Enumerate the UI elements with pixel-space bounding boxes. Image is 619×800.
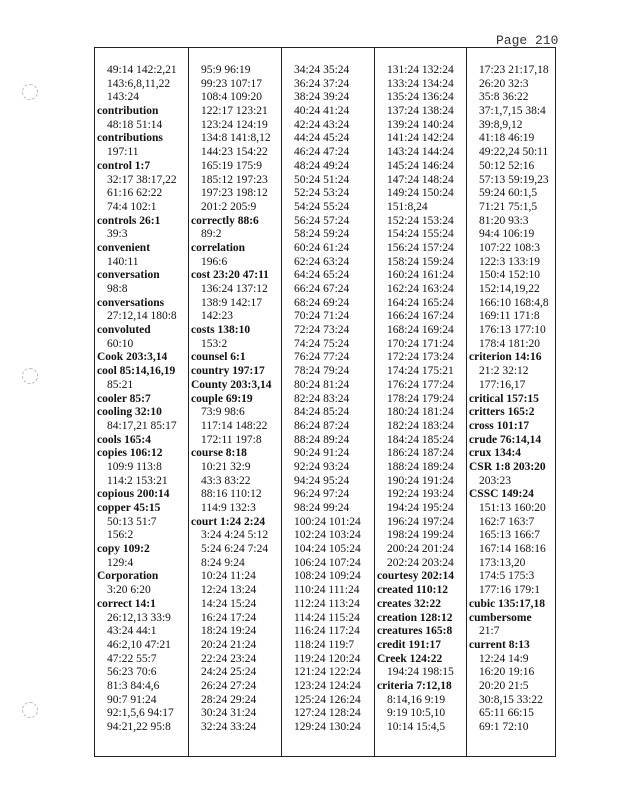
index-reference: 17:23 21:17,18 bbox=[479, 64, 549, 76]
index-reference: 185:12 197:23 bbox=[201, 173, 268, 186]
index-reference: 80:24 81:24 bbox=[294, 378, 350, 391]
index-column-1 bbox=[95, 48, 188, 756]
index-reference: 165:19 175:9 bbox=[201, 159, 263, 172]
index-term: creation 128:12 bbox=[377, 611, 453, 624]
index-reference: 40:24 41:24 bbox=[294, 105, 350, 118]
index-reference: 47:22 55:7 bbox=[107, 652, 157, 665]
index-reference: 69:1 72:10 bbox=[479, 721, 529, 733]
index-reference: 129:4 bbox=[107, 556, 134, 569]
index-term: costs 138:10 bbox=[191, 324, 251, 337]
index-term: CSR 1:8 203:20 bbox=[469, 460, 546, 473]
index-reference: 138:9 142:17 bbox=[201, 296, 263, 309]
index-reference: 106:24 107:24 bbox=[294, 556, 361, 569]
index-reference: 154:24 155:24 bbox=[387, 228, 454, 241]
index-reference: 61:16 62:22 bbox=[107, 187, 163, 200]
index-reference: 57:13 59:19,23 bbox=[479, 173, 549, 186]
index-reference: 172:24 173:24 bbox=[387, 351, 454, 364]
index-reference: 139:24 140:24 bbox=[387, 118, 454, 131]
index-reference: 160:24 161:24 bbox=[387, 269, 454, 282]
index-reference: 39:8,9,12 bbox=[479, 118, 523, 131]
index-reference: 176:24 177:24 bbox=[387, 378, 454, 391]
index-reference: 8:14,16 9:19 bbox=[387, 693, 446, 706]
index-reference: 135:24 136:24 bbox=[387, 91, 454, 104]
index-reference: 74:4 102:1 bbox=[107, 200, 157, 213]
index-reference: 26:24 27:24 bbox=[201, 679, 257, 692]
index-reference: 50:13 51:7 bbox=[107, 515, 157, 528]
index-reference: 177:16 179:1 bbox=[479, 584, 541, 597]
index-reference: 170:24 171:24 bbox=[387, 337, 454, 350]
index-reference: 114:24 115:24 bbox=[294, 611, 360, 624]
index-reference: 59:24 60:1,5 bbox=[479, 187, 538, 200]
index-reference: 64:24 65:24 bbox=[294, 269, 350, 282]
index-reference: 21:2 32:12 bbox=[479, 365, 529, 378]
index-reference: 136:24 137:12 bbox=[201, 283, 268, 295]
index-reference: 48:24 49:24 bbox=[294, 159, 350, 172]
index-reference: 71:21 75:1,5 bbox=[479, 200, 538, 213]
index-reference: 118:24 119:7 bbox=[294, 638, 355, 651]
index-reference: 166:10 168:4,8 bbox=[479, 296, 549, 309]
index-reference: 73:9 98:6 bbox=[201, 406, 245, 419]
index-term: correlation bbox=[191, 241, 246, 254]
index-reference: 151:8,24 bbox=[387, 200, 428, 213]
index-reference: 169:11 171:8 bbox=[479, 310, 540, 323]
index-reference: 94:24 95:24 bbox=[294, 474, 350, 487]
index-reference: 156:2 bbox=[107, 529, 134, 542]
page-number: Page 210 bbox=[496, 33, 559, 48]
index-reference: 173:13,20 bbox=[479, 556, 526, 569]
index-reference: 76:24 77:24 bbox=[294, 351, 350, 364]
index-reference: 165:13 166:7 bbox=[479, 529, 541, 542]
index-reference: 190:24 191:24 bbox=[387, 474, 454, 487]
index-reference: 108:24 109:24 bbox=[294, 570, 361, 583]
index-reference: 134:8 141:8,12 bbox=[201, 132, 271, 145]
index-reference: 81:3 84:4,6 bbox=[107, 679, 160, 692]
index-reference: 37:1,7,15 38:4 bbox=[479, 105, 546, 118]
index-reference: 92:24 93:24 bbox=[294, 460, 350, 473]
index-reference: 186:24 187:24 bbox=[387, 447, 454, 460]
index-term: cubic 135:17,18 bbox=[469, 597, 546, 610]
index-reference: 197:11 bbox=[107, 146, 139, 159]
index-reference: 168:24 169:24 bbox=[387, 324, 454, 337]
index-reference: 133:24 134:24 bbox=[387, 77, 454, 90]
index-reference: 43:3 83:22 bbox=[201, 474, 251, 487]
index-reference: 10:14 15:4,5 bbox=[387, 721, 446, 733]
index-term: correctly 88:6 bbox=[191, 214, 259, 227]
index-reference: 72:24 73:24 bbox=[294, 324, 350, 337]
index-reference: 114:9 132:3 bbox=[201, 502, 256, 514]
index-term: critical 157:15 bbox=[469, 392, 539, 405]
index-reference: 141:24 142:24 bbox=[387, 132, 454, 145]
index-reference: 30:24 31:24 bbox=[201, 707, 257, 720]
index-reference: 164:24 165:24 bbox=[387, 296, 454, 309]
index-reference: 92:1,5,6 94:17 bbox=[107, 707, 174, 720]
index-term: cross 101:17 bbox=[469, 419, 530, 432]
index-reference: 14:24 15:24 bbox=[201, 597, 257, 610]
index-reference: 43:24 44:1 bbox=[107, 625, 157, 638]
index-term: criteria 7:12,18 bbox=[377, 679, 452, 692]
index-term: Creek 124:22 bbox=[377, 652, 443, 665]
index-column-2 bbox=[188, 48, 281, 756]
index-term: cumbersome bbox=[469, 611, 532, 624]
index-reference: 152:24 153:24 bbox=[387, 214, 454, 227]
index-reference: 131:24 132:24 bbox=[387, 64, 454, 76]
index-reference: 26:20 32:3 bbox=[479, 77, 529, 90]
index-term: conversation bbox=[97, 269, 160, 282]
index-reference: 98:24 99:24 bbox=[294, 502, 350, 514]
index-reference: 144:23 154:22 bbox=[201, 146, 268, 159]
index-reference: 123:24 124:19 bbox=[201, 118, 268, 131]
index-reference: 140:11 bbox=[107, 255, 139, 268]
index-reference: 21:7 bbox=[479, 625, 500, 638]
index-reference: 26:12,13 33:9 bbox=[107, 611, 171, 624]
index-reference: 34:24 35:24 bbox=[294, 64, 350, 76]
index-reference: 56:24 57:24 bbox=[294, 214, 350, 227]
index-reference: 178:4 181:20 bbox=[479, 337, 541, 350]
index-reference: 62:24 63:24 bbox=[294, 255, 350, 268]
index-term: couple 69:19 bbox=[191, 392, 253, 405]
index-reference: 35:8 36:22 bbox=[479, 91, 529, 104]
index-reference: 125:24 126:24 bbox=[294, 693, 361, 706]
index-reference: 123:24 124:24 bbox=[294, 679, 361, 692]
index-reference: 52:24 53:24 bbox=[294, 187, 350, 200]
index-reference: 116:24 117:24 bbox=[294, 625, 360, 638]
index-term: cooler 85:7 bbox=[97, 392, 151, 405]
index-reference: 10:21 32:9 bbox=[201, 460, 251, 473]
index-reference: 167:14 168:16 bbox=[479, 543, 546, 556]
index-reference: 147:24 148:24 bbox=[387, 173, 454, 186]
index-reference: 66:24 67:24 bbox=[294, 283, 350, 295]
index-reference: 196:24 197:24 bbox=[387, 515, 454, 528]
index-reference: 24:24 25:24 bbox=[201, 666, 257, 679]
index-reference: 32:17 38:17,22 bbox=[107, 173, 177, 186]
index-reference: 156:24 157:24 bbox=[387, 241, 454, 254]
index-reference: 117:14 148:22 bbox=[201, 419, 268, 432]
index-reference: 42:24 43:24 bbox=[294, 118, 350, 131]
index-column-5 bbox=[466, 48, 557, 756]
index-reference: 89:2 bbox=[201, 228, 222, 241]
index-reference: 176:13 177:10 bbox=[479, 324, 546, 337]
index-reference: 180:24 181:24 bbox=[387, 406, 454, 419]
index-reference: 182:24 183:24 bbox=[387, 419, 454, 432]
index-term: creates 32:22 bbox=[377, 597, 441, 610]
index-reference: 3:24 4:24 5:12 bbox=[201, 529, 269, 542]
index-reference: 158:24 159:24 bbox=[387, 255, 454, 268]
index-term: court 1:24 2:24 bbox=[191, 515, 266, 528]
index-reference: 50:12 52:16 bbox=[479, 159, 535, 172]
index-reference: 94:21,22 95:8 bbox=[107, 721, 171, 733]
index-reference: 12:24 14:9 bbox=[479, 652, 529, 665]
index-reference: 174:5 175:3 bbox=[479, 570, 535, 583]
index-reference: 84:24 85:24 bbox=[294, 406, 350, 419]
index-reference: 50:24 51:24 bbox=[294, 173, 350, 186]
index-term: copper 45:15 bbox=[97, 502, 161, 514]
index-term: County 203:3,14 bbox=[191, 378, 272, 391]
index-reference: 5:24 6:24 7:24 bbox=[201, 543, 269, 556]
index-term: cost 23:20 47:11 bbox=[191, 269, 269, 282]
index-reference: 39:3 bbox=[107, 228, 128, 241]
index-reference: 8:24 9:24 bbox=[201, 556, 245, 569]
index-reference: 127:24 128:24 bbox=[294, 707, 361, 720]
index-reference: 82:24 83:24 bbox=[294, 392, 350, 405]
index-reference: 9:19 10:5,10 bbox=[387, 707, 446, 720]
index-reference: 194:24 195:24 bbox=[387, 502, 454, 514]
index-term: country 197:17 bbox=[191, 365, 265, 378]
index-reference: 122:17 123:21 bbox=[201, 105, 268, 118]
index-reference: 166:24 167:24 bbox=[387, 310, 454, 323]
index-reference: 16:20 19:16 bbox=[479, 666, 535, 679]
index-term: credit 191:17 bbox=[377, 638, 441, 651]
index-reference: 108:4 109:20 bbox=[201, 91, 263, 104]
index-reference: 102:24 103:24 bbox=[294, 529, 361, 542]
index-reference: 188:24 189:24 bbox=[387, 460, 454, 473]
index-reference: 36:24 37:24 bbox=[294, 77, 350, 90]
index-term: copies 106:12 bbox=[97, 447, 163, 460]
index-reference: 162:7 163:7 bbox=[479, 515, 535, 528]
index-reference: 172:11 197:8 bbox=[201, 433, 262, 446]
index-reference: 142:23 bbox=[201, 310, 233, 323]
index-term: creatures 165:8 bbox=[377, 625, 453, 638]
index-term: crude 76:14,14 bbox=[469, 433, 542, 446]
binder-hole bbox=[22, 368, 38, 384]
index-reference: 184:24 185:24 bbox=[387, 433, 454, 446]
index-reference: 100:24 101:24 bbox=[294, 515, 361, 528]
index-term: counsel 6:1 bbox=[191, 351, 246, 364]
index-reference: 46:24 47:24 bbox=[294, 146, 350, 159]
index-term: contribution bbox=[97, 105, 159, 118]
index-reference: 22:24 23:24 bbox=[201, 652, 257, 665]
index-reference: 49:14 142:2,21 bbox=[107, 64, 177, 76]
index-reference: 41:18 46:19 bbox=[479, 132, 535, 145]
index-reference: 3:20 6:20 bbox=[107, 584, 151, 597]
index-reference: 121:24 122:24 bbox=[294, 666, 361, 679]
index-reference: 197:23 198:12 bbox=[201, 187, 268, 200]
index-term: Cook 203:3,14 bbox=[97, 351, 168, 364]
index-reference: 151:13 160:20 bbox=[479, 502, 546, 514]
index-reference: 174:24 175:21 bbox=[387, 365, 454, 378]
index-column-4 bbox=[374, 48, 466, 756]
index-reference: 56:23 70:6 bbox=[107, 666, 157, 679]
index-reference: 177:16,17 bbox=[479, 378, 526, 391]
index-term: crux 134:4 bbox=[469, 447, 522, 460]
index-reference: 202:24 203:24 bbox=[387, 556, 454, 569]
index-term: copy 109:2 bbox=[97, 543, 150, 556]
index-term: CSSC 149:24 bbox=[469, 488, 534, 501]
index-reference: 110:24 111:24 bbox=[294, 584, 360, 597]
index-reference: 94:4 106:19 bbox=[479, 228, 535, 241]
index-reference: 107:22 108:3 bbox=[479, 241, 541, 254]
index-term: criterion 14:16 bbox=[469, 351, 542, 364]
index-reference: 114:2 153:21 bbox=[107, 474, 168, 487]
index-reference: 74:24 75:24 bbox=[294, 337, 350, 350]
index-table bbox=[94, 47, 556, 757]
index-term: course 8:18 bbox=[191, 447, 247, 460]
index-reference: 150:4 152:10 bbox=[479, 269, 541, 282]
index-term: control 1:7 bbox=[97, 159, 151, 172]
index-reference: 119:24 120:24 bbox=[294, 652, 361, 665]
binder-hole bbox=[22, 702, 38, 718]
index-reference: 84:17,21 85:17 bbox=[107, 419, 177, 432]
index-term: copious 200:14 bbox=[97, 488, 170, 501]
index-term: cools 165:4 bbox=[97, 433, 151, 446]
index-reference: 85:21 bbox=[107, 378, 134, 391]
index-reference: 81:20 93:3 bbox=[479, 214, 529, 227]
index-reference: 12:24 13:24 bbox=[201, 584, 257, 597]
index-reference: 32:24 33:24 bbox=[201, 721, 257, 733]
index-reference: 46:2,10 47:21 bbox=[107, 638, 171, 651]
index-reference: 68:24 69:24 bbox=[294, 296, 350, 309]
index-reference: 16:24 17:24 bbox=[201, 611, 257, 624]
index-reference: 96:24 97:24 bbox=[294, 488, 350, 501]
index-reference: 143:24 144:24 bbox=[387, 146, 454, 159]
index-column-3 bbox=[281, 48, 374, 756]
index-reference: 10:24 11:24 bbox=[201, 570, 256, 583]
index-reference: 194:24 198:15 bbox=[387, 666, 454, 679]
index-reference: 153:2 bbox=[201, 337, 228, 350]
index-reference: 20:24 21:24 bbox=[201, 638, 257, 651]
index-reference: 44:24 45:24 bbox=[294, 132, 350, 145]
index-term: current 8:13 bbox=[469, 638, 530, 651]
index-reference: 28:24 29:24 bbox=[201, 693, 257, 706]
index-term: convoluted bbox=[97, 324, 151, 337]
index-term: contributions bbox=[97, 132, 163, 145]
index-term: courtesy 202:14 bbox=[377, 570, 454, 583]
index-reference: 122:3 133:19 bbox=[479, 255, 541, 268]
index-reference: 30:8,15 33:22 bbox=[479, 693, 543, 706]
index-reference: 98:8 bbox=[107, 283, 128, 295]
index-reference: 38:24 39:24 bbox=[294, 91, 350, 104]
index-reference: 86:24 87:24 bbox=[294, 419, 350, 432]
binder-hole bbox=[22, 84, 38, 100]
index-reference: 27:12,14 180:8 bbox=[107, 310, 177, 323]
index-reference: 109:9 113:8 bbox=[107, 460, 162, 473]
index-reference: 60:24 61:24 bbox=[294, 241, 350, 254]
index-reference: 95:9 96:19 bbox=[201, 64, 251, 76]
index-reference: 129:24 130:24 bbox=[294, 721, 361, 733]
index-reference: 90:24 91:24 bbox=[294, 447, 350, 460]
index-reference: 99:23 107:17 bbox=[201, 77, 263, 90]
index-reference: 104:24 105:24 bbox=[294, 543, 361, 556]
index-reference: 78:24 79:24 bbox=[294, 365, 350, 378]
index-reference: 18:24 19:24 bbox=[201, 625, 257, 638]
index-reference: 178:24 179:24 bbox=[387, 392, 454, 405]
index-reference: 198:24 199:24 bbox=[387, 529, 454, 542]
index-term: convenient bbox=[97, 241, 151, 254]
index-reference: 90:7 91:24 bbox=[107, 693, 157, 706]
index-reference: 203:23 bbox=[479, 474, 511, 487]
index-reference: 88:24 89:24 bbox=[294, 433, 350, 446]
index-term: cooling 32:10 bbox=[97, 406, 162, 419]
index-reference: 48:18 51:14 bbox=[107, 118, 163, 131]
index-reference: 65:11 66:15 bbox=[479, 707, 534, 720]
index-reference: 201:2 205:9 bbox=[201, 200, 257, 213]
index-reference: 137:24 138:24 bbox=[387, 105, 454, 118]
index-reference: 88:16 110:12 bbox=[201, 488, 262, 501]
index-reference: 70:24 71:24 bbox=[294, 310, 350, 323]
index-term: critters 165:2 bbox=[469, 406, 535, 419]
index-reference: 54:24 55:24 bbox=[294, 200, 350, 213]
index-reference: 143:6,8,11,22 bbox=[107, 77, 171, 90]
index-reference: 58:24 59:24 bbox=[294, 228, 350, 241]
index-reference: 143:24 bbox=[107, 91, 139, 104]
index-term: cool 85:14,16,19 bbox=[97, 365, 176, 378]
index-reference: 149:24 150:24 bbox=[387, 187, 454, 200]
index-term: Corporation bbox=[97, 570, 159, 583]
index-reference: 112:24 113:24 bbox=[294, 597, 360, 610]
index-reference: 60:10 bbox=[107, 337, 134, 350]
index-reference: 20:20 21:5 bbox=[479, 679, 529, 692]
index-term: created 110:12 bbox=[377, 584, 449, 597]
index-reference: 152:14,19,22 bbox=[479, 283, 540, 295]
index-term: controls 26:1 bbox=[97, 214, 161, 227]
index-term: correct 14:1 bbox=[97, 597, 156, 610]
index-reference: 162:24 163:24 bbox=[387, 283, 454, 295]
index-reference: 145:24 146:24 bbox=[387, 159, 454, 172]
index-term: conversations bbox=[97, 296, 165, 309]
index-reference: 192:24 193:24 bbox=[387, 488, 454, 501]
index-reference: 200:24 201:24 bbox=[387, 543, 454, 556]
index-reference: 49:22,24 50:11 bbox=[479, 146, 549, 159]
index-reference: 196:6 bbox=[201, 255, 228, 268]
